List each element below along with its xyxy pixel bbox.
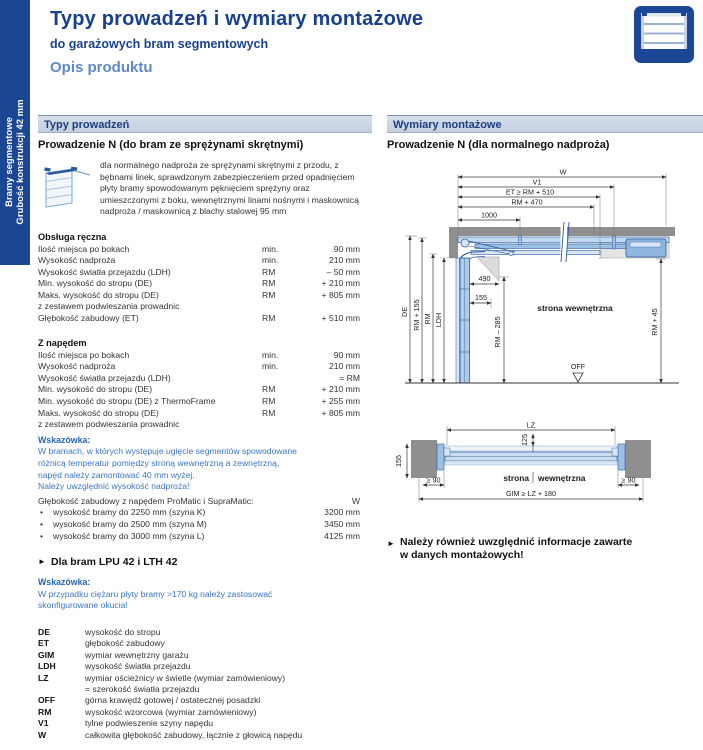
table-row: [38, 267, 372, 279]
row-label: z zestawem podwieszania prowadnic: [38, 301, 180, 312]
legend-abbr: ET: [38, 638, 49, 649]
legend-desc: tylne podwieszenie szyny napędu: [85, 718, 214, 729]
dim-label-v1: V1: [532, 177, 542, 187]
row-qualifier: RM: [262, 289, 276, 300]
row-value: 90 mm: [333, 349, 360, 360]
note-title: Wskazówka:: [38, 434, 91, 445]
legend-row: [38, 730, 372, 741]
depth-value: 3200 mm: [324, 507, 360, 518]
side-view-diagram: [387, 162, 697, 405]
table-row: [38, 408, 372, 420]
bullet-glyph: •: [40, 507, 44, 518]
legend-row: [38, 638, 372, 649]
track-type-heading: Prowadzenie N (do bram ze sprężynami skrętnymi): [38, 139, 304, 151]
page-subtitle: do garażowych bram segmentowych: [50, 37, 269, 51]
legend-abbr: GIM: [38, 649, 55, 660]
abbreviation-legend: [38, 627, 372, 741]
brand-side-tab-text: [4, 99, 26, 224]
legend-desc: głębokość zabudowy: [85, 638, 165, 649]
table-row: [38, 301, 372, 313]
interior-side-label: strona wewnętrzna: [537, 303, 613, 313]
rail-rear-hanger: [613, 236, 616, 249]
lpu-note-text: Dla bram LPU 42 i LTH 42: [51, 556, 178, 569]
row-value: [302, 419, 360, 431]
row-qualifier: RM: [262, 384, 276, 395]
note-line: różnicą temperatur pomiędzy stroną wewnętrzną a zewnętrzną,: [38, 458, 280, 468]
row-label: Wysokość nadproża: [38, 255, 116, 266]
note-title: Wskazówka:: [38, 577, 91, 588]
bullet-glyph: •: [40, 530, 44, 541]
manual-section-title: Obsługa ręczna: [38, 231, 107, 242]
row-qualifier: min.: [262, 255, 279, 266]
dim-label-rm45: RM + 45: [650, 308, 659, 336]
floor-level-arrow-icon: [573, 373, 583, 382]
off-label: OFF: [570, 362, 586, 371]
depth-value: 3450 mm: [324, 518, 360, 529]
intro-block: [38, 160, 372, 218]
arrow-right-icon: ►: [38, 557, 46, 567]
hint-note-1: [38, 435, 372, 493]
legend-abbr: DE: [38, 626, 50, 637]
legend-abbr: V1: [38, 718, 49, 729]
table-row: [38, 373, 372, 385]
row-value: 210 mm: [328, 255, 360, 266]
legend-row: [38, 661, 372, 672]
dim-label-gim: GIM ≥ LZ + 180: [505, 489, 557, 498]
legend-row: [38, 718, 372, 729]
table-row: [38, 361, 372, 373]
row-qualifier: [262, 419, 302, 431]
row-label: z zestawem podwieszania prowadnic: [38, 419, 180, 430]
dim-label-w: W: [559, 167, 567, 177]
legend-desc: górna krawędź gotowej / ostatecznej posadzki: [85, 695, 261, 706]
list-item: [38, 531, 372, 543]
track-hanger: [519, 236, 522, 245]
dim-label-90-right: ≥ 90: [621, 475, 636, 485]
right-column: [387, 115, 703, 562]
sectional-door-icon: [633, 5, 696, 72]
table-row: [38, 278, 372, 290]
row-label: Maks. wysokość do stropu (DE): [38, 407, 159, 418]
legend-desc: wysokość wzorcowa (wymiar zamówieniowy): [85, 706, 257, 717]
dim-label-rm285: RM – 285: [493, 316, 502, 348]
note-line: napęd należy zamontować 40 mm wyżej.: [38, 469, 195, 480]
row-label: Min. wysokość do stropu (DE): [38, 278, 153, 289]
install-depth-block: [38, 496, 372, 542]
row-value: 210 mm: [328, 361, 360, 372]
row-label: Wysokość światła przejazdu (LDH): [38, 372, 171, 383]
row-value: = RM: [339, 372, 360, 383]
depth-value: 4125 mm: [324, 530, 360, 541]
dim-label-90-left: ≥ 90: [426, 475, 441, 485]
row-label: Maks. wysokość do stropu (DE): [38, 289, 159, 300]
row-label: Wysokość nadproża: [38, 361, 116, 372]
row-qualifier: min.: [262, 361, 279, 372]
row-value: [302, 301, 360, 313]
row-qualifier: RM: [262, 313, 276, 324]
lintel: [449, 236, 458, 258]
table-row: [38, 290, 372, 302]
row-qualifier: RM: [262, 396, 276, 407]
row-qualifier: RM: [262, 407, 276, 418]
mounting-heading: Prowadzenie N (dla normalnego nadproża): [387, 139, 610, 151]
legend-row: [38, 707, 372, 718]
depth-w-header: W: [351, 495, 360, 506]
row-label: Ilość miejsca po bokach: [38, 243, 130, 254]
row-qualifier: min.: [262, 243, 279, 254]
table-row: [38, 384, 372, 396]
row-value: + 255 mm: [321, 396, 360, 407]
right-frame-bracket: [618, 444, 625, 470]
side-tab-line2: Grubość konstrukcji 42 mm: [15, 99, 26, 225]
legend-abbr: RM: [38, 706, 52, 717]
dim-label-490: 490: [478, 274, 491, 283]
lpu-note-line: [38, 556, 372, 568]
interior-label-word1: strona: [503, 473, 529, 483]
legend-row: [38, 650, 372, 661]
side-tab-line1: Bramy segmentowe: [4, 117, 15, 207]
legend-desc: wysokość do stropu: [85, 626, 161, 637]
powered-section-title: Z napędem: [38, 337, 87, 348]
depth-header-row: [38, 496, 372, 508]
legend-desc: całkowita głębokość zabudowy, łącznie z głowicą napędu: [85, 729, 303, 740]
row-label: Głębokość zabudowy (ET): [38, 313, 139, 324]
row-value: + 805 mm: [321, 289, 360, 300]
page-section-label: Opis produktu: [50, 59, 153, 76]
plan-view-diagram: [387, 408, 697, 538]
row-qualifier: RM: [262, 278, 276, 289]
left-frame-bracket: [437, 444, 444, 470]
row-qualifier: [262, 373, 302, 385]
left-column: [38, 115, 372, 741]
dim-label-et: ET ≥ RM + 510: [505, 187, 555, 197]
table-row: [38, 419, 372, 431]
section-bar-track-types: Typy prowadzeń: [38, 115, 372, 133]
list-item: [38, 519, 372, 531]
cable-drum: [461, 239, 469, 247]
row-label: Min. wysokość do stropu (DE): [38, 384, 153, 395]
table-row: [38, 396, 372, 408]
legend-abbr: OFF: [38, 695, 56, 706]
door-sketch-icon: [38, 160, 100, 218]
row-label: Min. wysokość do stropu (DE) z ThermoFrame: [38, 396, 216, 407]
mounting-data-note: [387, 536, 703, 562]
dim-label-rm155: RM + 155: [412, 299, 421, 331]
legend-row: [38, 695, 372, 706]
right-wall: [625, 440, 651, 478]
bullet-glyph: •: [40, 518, 44, 529]
row-label: Wysokość światła przejazdu (LDH): [38, 266, 171, 277]
legend-abbr: LDH: [38, 661, 56, 672]
left-wall: [411, 440, 437, 478]
page-title: Typy prowadzeń i wymiary montażowe: [50, 8, 424, 30]
mounting-data-note-text: Należy również uwzględnić informacje zawarte w danych montażowych!: [400, 536, 633, 561]
row-value: – 50 mm: [326, 266, 360, 277]
manual-spec-table: [38, 244, 372, 325]
note-line: W przypadku ciężaru płyty bramy >170 kg należy zastosować: [38, 588, 273, 599]
dim-label-lz: LZ: [526, 420, 536, 430]
depth-intro: Głębokość zabudowy z napędem ProMatic i SupraMatic:: [38, 495, 254, 506]
row-value: + 510 mm: [321, 313, 360, 324]
row-label: Ilość miejsca po bokach: [38, 349, 130, 360]
legend-desc: wymiar wewnętrzny garażu: [85, 649, 189, 660]
track-type-description: dla normalnego nadproża ze sprężynami skrętnymi z przodu, z bębnami linek, sprawdzonym zabezpieczeniem przed opadnięciem płyty bramy spowodowanym pęknięciem sprężyny oraz umieszczonymi z boku, wewnętrznymi linami nośnymi i maskownicą nadproża / maskownicą z blachy stalowej 95 mm: [100, 160, 359, 216]
depth-label: wysokość bramy do 3000 mm (szyna L): [53, 530, 205, 541]
row-qualifier: min.: [262, 349, 279, 360]
vertical-track: [456, 258, 460, 383]
hint-note-2: [38, 577, 372, 612]
table-row: [38, 244, 372, 256]
dim-label-125: 125: [520, 434, 529, 446]
legend-abbr: W: [38, 729, 47, 740]
arrow-right-icon: ►: [387, 539, 395, 548]
row-value: + 805 mm: [321, 407, 360, 418]
door-leaf: [460, 258, 470, 383]
brand-side-tab: [0, 0, 30, 265]
dim-label-rm: RM: [423, 313, 432, 325]
row-qualifier: RM: [262, 266, 276, 277]
section-bar-mounting-dimensions: Wymiary montażowe: [387, 115, 703, 133]
depth-label: wysokość bramy do 2250 mm (szyna K): [53, 507, 206, 518]
table-row: [38, 313, 372, 325]
row-value: + 210 mm: [321, 278, 360, 289]
note-line: W bramach, w których występuje ugięcie segmentów spowodowane: [38, 446, 297, 457]
door-exterior-face: [445, 446, 617, 451]
interior-label-word2: wewnętrzna: [538, 473, 586, 483]
legend-row: [38, 673, 372, 696]
powered-spec-table: [38, 350, 372, 431]
legend-abbr: LZ: [38, 672, 49, 683]
row-value: + 210 mm: [321, 384, 360, 395]
legend-desc: wysokość światła przejazdu: [85, 661, 191, 672]
legend-row: [38, 627, 372, 638]
note-line: Należy uwzględnić wysokość nadproża!: [38, 481, 190, 492]
table-row: [38, 350, 372, 362]
dim-label-1000: 1000: [481, 210, 497, 220]
dim-label-de: DE: [400, 307, 409, 317]
table-row: [38, 255, 372, 267]
row-value: 90 mm: [333, 243, 360, 254]
legend-desc: wymiar ościeżnicy w świetle (wymiar zamówieniowy) = szerokość światła przejazdu: [85, 672, 286, 694]
dim-label-ldh: LDH: [434, 312, 443, 328]
operator-head: [626, 239, 666, 257]
dim-label-155-plan: 155: [394, 455, 403, 467]
horizontal-door-track: [471, 251, 600, 255]
list-item: [38, 507, 372, 519]
row-qualifier: [262, 301, 302, 313]
depth-label: wysokość bramy do 2500 mm (szyna M): [53, 518, 207, 529]
note-line: skonfigurowane okucia!: [38, 600, 128, 611]
dim-label-155: 155: [475, 293, 487, 302]
dim-label-rm470: RM + 470: [511, 197, 543, 207]
